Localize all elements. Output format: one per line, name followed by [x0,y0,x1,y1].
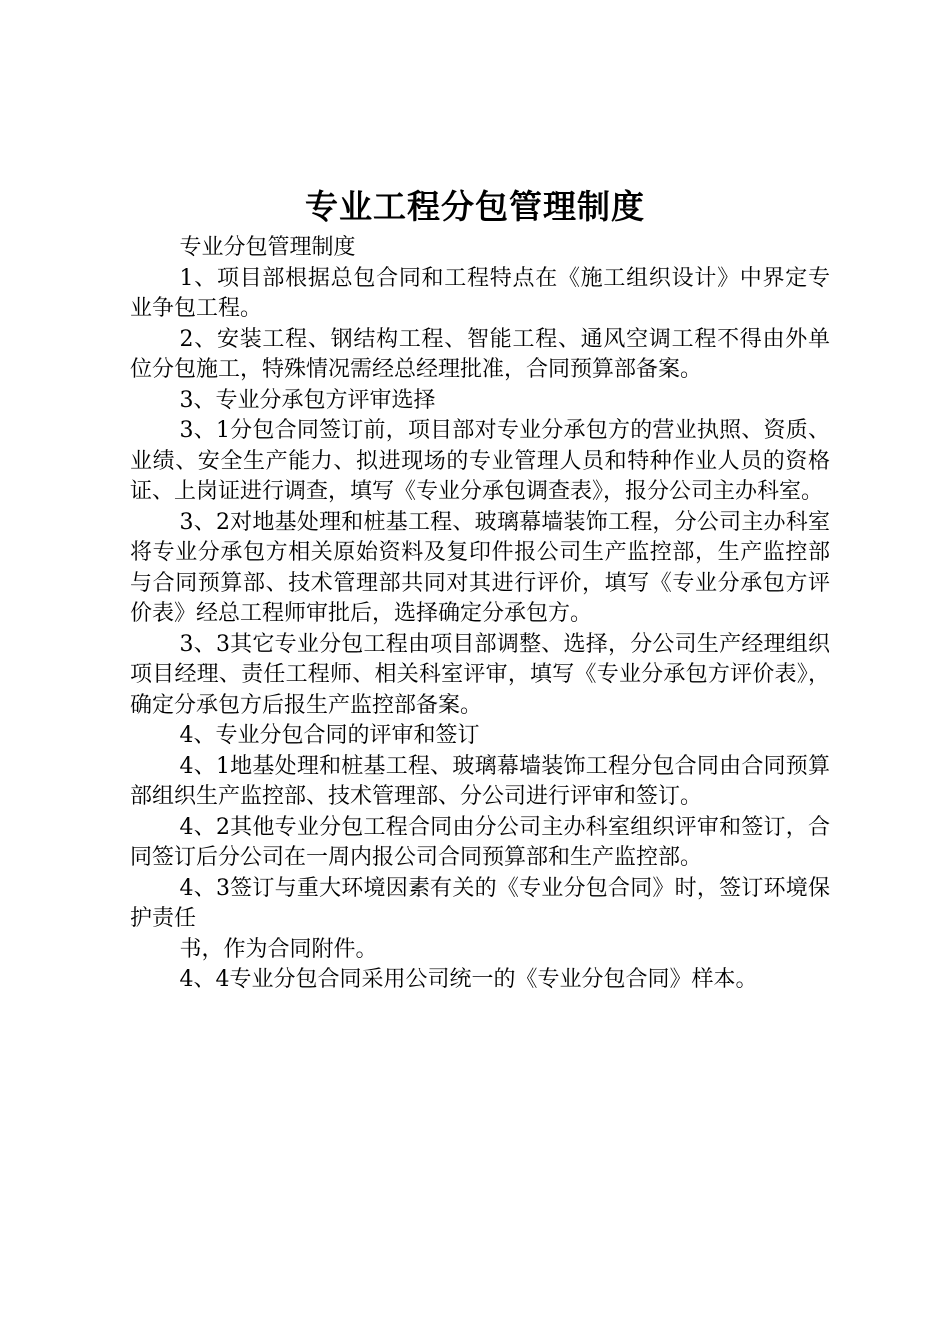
paragraph: 3、1分包合同签订前，项目部对专业分承包方的营业执照、资质、业绩、安全生产能力、拟进现场的专业管理人员和特种作业人员的资格证、上岗证进行调查，填写《专业分承包调查表》，报分公司主办科室。 [130,418,830,504]
paragraph: 2、安装工程、钢结构工程、智能工程、通风空调工程不得由外单位分包施工，特殊情况需经总经理批准，合同预算部备案。 [130,326,830,382]
section-heading: 4、专业分包合同的评审和签订 [179,723,480,748]
paragraph: 4、3签订与重大环境因素有关的《专业分包合同》时，签订环境保护责任 [130,875,830,931]
paragraph-subtitle: 专业分包管理制度 [179,235,356,260]
paragraph: 4、4专业分包合同采用公司统一的《专业分包合同》样本。 [179,967,758,992]
paragraph: 书，作为合同附件。 [179,936,378,962]
section-heading: 3、专业分承包方评审选择 [179,387,436,413]
document-title: 专业工程分包管理制度 [305,187,645,226]
paragraph: 4、1地基处理和桩基工程、玻璃幕墙装饰工程分包合同由合同预算部组织生产监控部、技术管理部、分公司进行评审和签订。 [130,753,830,809]
paragraph: 3、2对地基处理和桩基工程、玻璃幕墙装饰工程，分公司主办科室将专业分承包方相关原始资料及复印件报公司生产监控部，生产监控部与合同预算部、技术管理部共同对其进行评价，填写《专业分承包方评价表》经总工程师审批后，选择确定分承包方。 [130,509,830,626]
paragraph: 4、2其他专业分包工程合同由分公司主办科室组织评审和签订，合同签订后分公司在一周内报公司合同预算部和生产监控部。 [130,814,830,870]
document-body [130,233,830,996]
paragraph: 1、项目部根据总包合同和工程特点在《施工组织设计》中界定专业争包工程。 [130,265,830,321]
paragraph: 3、3其它专业分包工程由项目部调整、选择，分公司生产经理组织项目经理、责任工程师、相关科室评审，填写《专业分承包方评价表》，确定分承包方后报生产监控部备案。 [130,631,830,718]
